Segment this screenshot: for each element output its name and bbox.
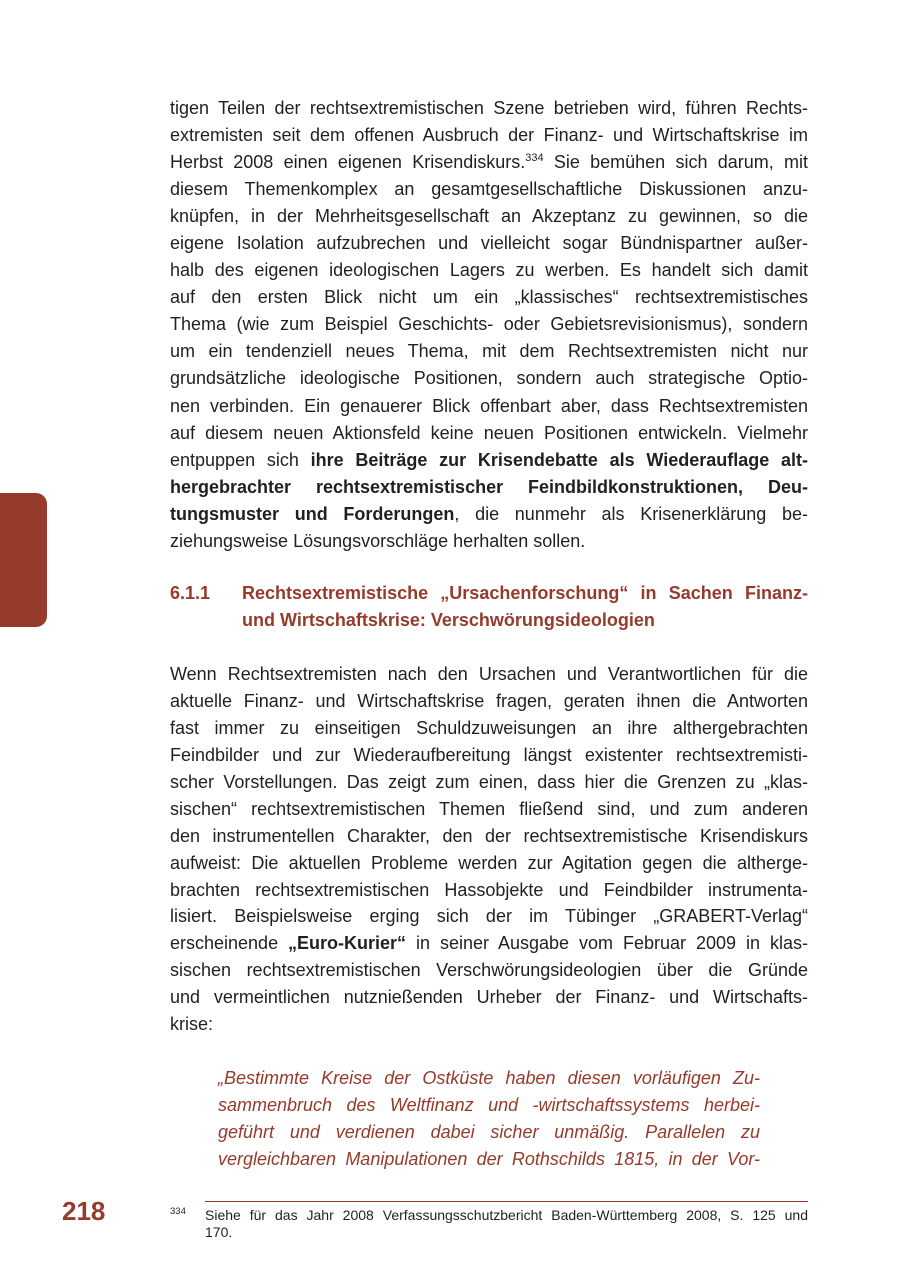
text-line: diesem Themenkomplex an gesamtgesellschaftliche Diskussionen anzu-	[170, 178, 808, 199]
quote-line: „Bestimmte Kreise der Ostküste haben diesen vorläufigen Zu-	[218, 1068, 760, 1089]
text-segment: in seiner Ausgabe vom Februar 2009 in klas-	[406, 933, 808, 954]
text-segment: Herbst 2008 einen eigenen Krisendiskurs.	[170, 151, 526, 172]
bold-text-segment: tungsmuster und Forderungen	[170, 503, 455, 524]
text-line	[170, 930, 808, 957]
footnote-divider	[205, 1201, 808, 1202]
section-title-line: Rechtsextremistische „Ursachenforschung“ in Sachen Finanz-	[242, 583, 808, 604]
block-quote	[218, 1065, 760, 1173]
text-line: auf diesem neuen Aktionsfeld keine neuen Positionen entwickeln. Vielmehr	[170, 422, 808, 443]
intro-paragraph	[170, 95, 808, 556]
text-line: um ein tendenziell neues Thema, mit dem Rechtsextremisten nicht nur	[170, 341, 808, 362]
bold-text-segment: hergebrachter rechtsextremistischer Feindbildkonstruktionen, Deu-	[170, 476, 808, 497]
page-number: 218	[62, 1196, 106, 1226]
text-line	[170, 149, 808, 176]
text-segment: , die nunmehr als Krisenerklärung be-	[454, 503, 809, 524]
text-line: eigene Isolation aufzubrechen und vielleicht sogar Bündnispartner außer-	[170, 232, 808, 253]
quote-line: sammenbruch des Weltfinanz und -wirtschaftssystems herbei-	[218, 1095, 760, 1116]
text-line: den instrumentellen Charakter, den der rechtsextremistische Krisendiskurs	[170, 825, 808, 846]
text-line: auf den ersten Blick nicht um ein „klassisches“ rechtsextremistisches	[170, 287, 808, 308]
text-line: aktuelle Finanz- und Wirtschaftskrise fragen, geraten ihnen die Antworten	[170, 691, 808, 712]
quote-line: vergleichbaren Manipulationen der Rothschilds 1815, in der Vor-	[218, 1149, 760, 1170]
text-line: aufweist: Die aktuellen Probleme werden zur Agitation gegen die altherge-	[170, 852, 808, 873]
text-line: ziehungsweise Lösungsvorschläge herhalten sollen.	[170, 531, 586, 551]
text-line: scher Vorstellungen. Das zeigt zum einen, dass hier die Grenzen zu „klas-	[170, 771, 808, 792]
section-title	[242, 580, 808, 634]
text-line: nen verbinden. Ein genauerer Blick offenbart aber, dass Rechtsextremisten	[170, 395, 808, 416]
text-line: fast immer zu einseitigen Schuldzuweisungen an ihre althergebrachten	[170, 718, 808, 739]
footnote-text	[205, 1207, 808, 1241]
text-segment: Sie bemühen sich darum, mit	[543, 151, 808, 172]
text-line	[170, 474, 808, 501]
text-line: und vermeintlichen nutznießenden Urheber der Finanz- und Wirtschafts-	[170, 987, 808, 1008]
text-line: Feindbilder und zur Wiederaufbereitung längst existenter rechtsextremisti-	[170, 745, 808, 766]
section-heading	[170, 580, 808, 634]
text-line: tigen Teilen der rechtsextremistischen Szene betrieben wird, führen Rechts-	[170, 97, 808, 118]
text-line: halb des eigenen ideologischen Lagers zu werben. Es handelt sich damit	[170, 260, 808, 281]
text-line: extremisten seit dem offenen Ausbruch der Finanz- und Wirtschaftskrise im	[170, 124, 808, 145]
text-line: knüpfen, in der Mehrheitsgesellschaft an Akzeptanz zu gewinnen, so die	[170, 205, 808, 226]
section-number: 6.1.1	[170, 583, 211, 604]
text-line	[170, 501, 808, 528]
footnote-line: Siehe für das Jahr 2008 Verfassungsschutzbericht Baden-Württemberg 2008, S. 125 und	[205, 1207, 808, 1223]
section-title-line: und Wirtschaftskrise: Verschwörungsideologien	[242, 610, 655, 631]
footnote-reference: 334	[525, 151, 544, 164]
text-line: Wenn Rechtsextremisten nach den Ursachen und Verantwortlichen für die	[170, 664, 808, 685]
chapter-tab-marker	[0, 493, 47, 627]
text-line: sischen“ rechtsextremistischen Themen fließend sind, und zum anderen	[170, 798, 808, 819]
footnote-line: 170.	[205, 1224, 233, 1240]
text-line: sischen rechtsextremistischen Verschwörungsideologien über die Gründe	[170, 960, 808, 981]
footnote-marker: 334	[170, 1206, 186, 1217]
text-line: krise:	[170, 1014, 214, 1035]
text-line	[170, 447, 808, 474]
text-line: Thema (wie zum Beispiel Geschichts- oder Gebietsrevisionismus), sondern	[170, 314, 808, 335]
text-segment: entpuppen sich	[170, 449, 311, 470]
text-line: brachten rechtsextremistischen Hassobjekte und Feindbilder instrumenta-	[170, 879, 808, 900]
text-line: lisiert. Beispielsweise erging sich der im Tübinger „GRABERT-Verlag“	[170, 906, 808, 927]
quote-line: geführt und verdienen dabei sicher unmäßig. Parallelen zu	[218, 1122, 760, 1143]
bold-text-segment: ihre Beiträge zur Krisendebatte als Wiederauflage alt-	[310, 449, 808, 470]
bold-text-segment: „Euro-Kurier“	[288, 933, 407, 954]
body-paragraph	[170, 661, 808, 1038]
text-segment: erscheinende	[170, 933, 289, 954]
text-line: grundsätzliche ideologische Positionen, sondern auch strategische Optio-	[170, 368, 808, 389]
